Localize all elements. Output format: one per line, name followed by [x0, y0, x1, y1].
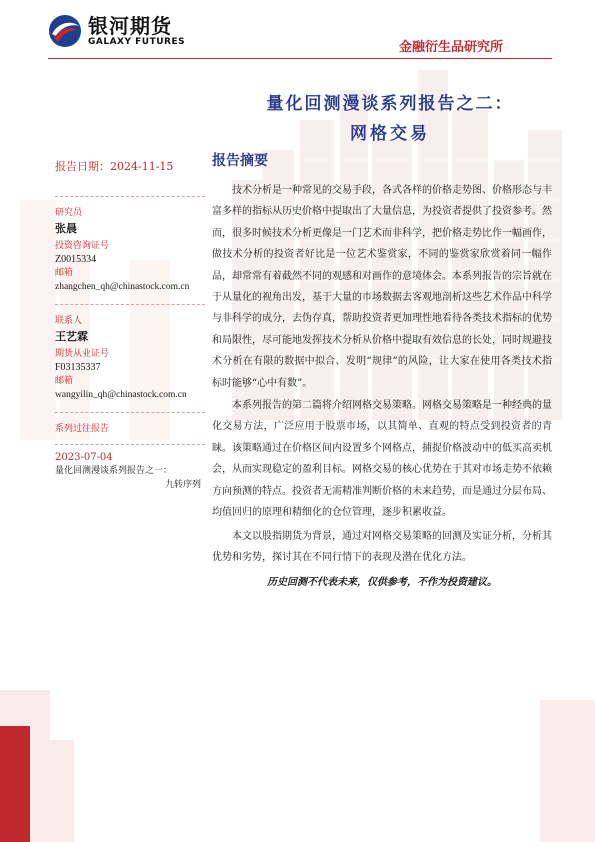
header-divider: [48, 58, 552, 59]
disclaimer: 历史回测不代表未来，仅供参考，不作为投资建议。: [267, 577, 497, 589]
email-label: 邮箱: [55, 268, 74, 278]
contact-name: 王艺霖: [55, 330, 88, 343]
summary-paragraph-1: 技术分析是一种常见的交易手段，各式各样的价格走势图、价格形态与丰富多样的指标从历史价格中提取出了大量信息，为投资者提供了投资参考。然而，很多时候技术分析更像是一门艺术而非科学，把价格走势比作一幅画作，做技术分析的投资者好比是一位艺术鉴赏家，不同的鉴赏家欣赏着同一幅作品，却常常有着截然不同的观感和对画作的意境体会。本系列报告的宗旨就在于从量化的视角出发，基于大量的市场数据去客观地剖析这些艺术作品中科学与非科学的成分，去伪存真，帮助投资者更加理性地看待各类技术指标的优势和局限性，尽可能地发挥技术分析从价格中提取有效信息的长处，同时规避技术分析在有限的数据中拟合、发明“规律”的风险，让大家在使用各类技术指标时能够“心中有数”。: [212, 185, 552, 389]
report-date: 报告日期：2024-11-15: [55, 160, 174, 173]
researcher-label: 研究员: [55, 208, 83, 218]
report-summary: [212, 152, 552, 592]
qualification-label: 期货从业证号: [55, 349, 110, 359]
galaxy-logo-icon: [48, 14, 82, 48]
logo-chinese-name: 银河期货: [88, 13, 172, 38]
past-report-title[interactable]: 量化回测漫谈系列报告之一：: [55, 466, 173, 476]
sidebar-divider: [55, 196, 205, 197]
sidebar-divider: [55, 444, 205, 445]
report-title-line1: 量化回测漫谈系列报告之二：: [266, 94, 514, 114]
license-label: 投资咨询证号: [55, 241, 110, 251]
past-report-date: 2023-07-04: [55, 452, 113, 463]
researcher-email: zhangchen_qh@chinastock.com.cn: [55, 282, 190, 292]
contact-email: wangyilin_qh@chinastock.com.cn: [55, 390, 187, 400]
brand-logo: [48, 14, 185, 48]
qualification-number: F03135337: [55, 362, 101, 373]
sidebar-divider: [55, 412, 205, 413]
past-reports-label: 系列过往报告: [55, 424, 110, 434]
license-number: Z0015334: [55, 254, 97, 265]
contact-label: 联系人: [55, 316, 83, 326]
contact-email-label: 邮箱: [55, 376, 74, 386]
red-accent-bar: [0, 726, 30, 842]
researcher-name: 张晨: [55, 222, 77, 235]
report-title-line2: 网格交易: [350, 124, 430, 144]
summary-heading: 报告摘要: [212, 153, 268, 169]
department-name: 金融衍生品研究所: [398, 40, 503, 55]
summary-paragraph-2: 本系列报告的第二篇将介绍网格交易策略。网格交易策略是一种经典的量化交易方法，广泛应用于股票市场，以其简单、直观的特点受到投资者的青睐。该策略通过在价格区间内设置多个网格点，捕捉价格波动中的低买高卖机会，从而实现稳定的盈利目标。网格交易的核心优势在于其对市场走势不依赖方向预测的特点。投资者无需精准判断价格的未来趋势，而是通过分层布局、均值回归的原理和精细化的仓位管理，逐步积累收益。: [212, 400, 552, 519]
past-report-subtitle[interactable]: 九转序列: [164, 480, 201, 490]
report-title: [200, 92, 580, 146]
sidebar-divider: [55, 304, 205, 305]
logo-english-name: GALAXY FUTURES: [88, 36, 186, 47]
summary-paragraph-3: 本文以股指期货为背景，通过对网格交易策略的回测及实证分析，分析其优势和劣势，探讨其在不同行情下的表现及潜在优化方法。: [212, 530, 552, 563]
sidebar: [55, 160, 205, 492]
